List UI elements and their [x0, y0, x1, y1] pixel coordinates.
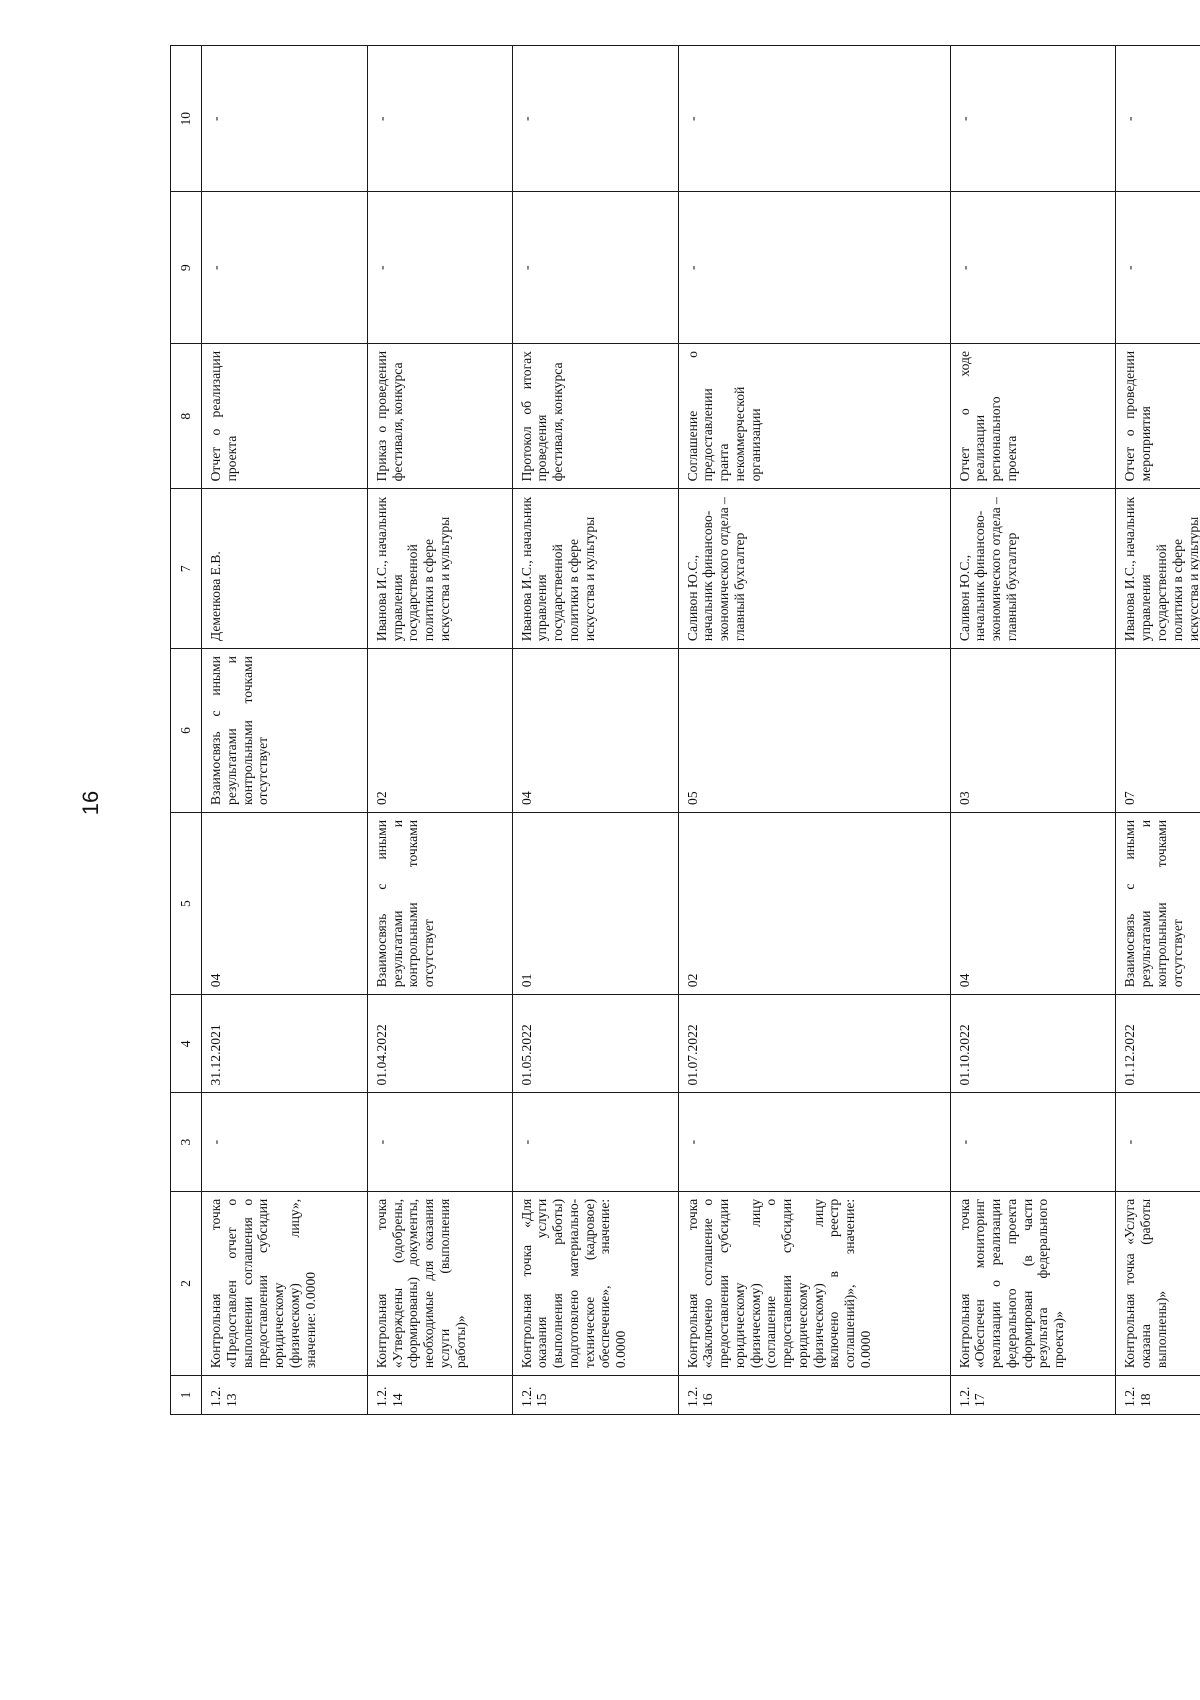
col5-cell: 04	[950, 812, 1116, 994]
col5-cell: 01	[512, 812, 678, 994]
row-number-cell: 1.2.16	[678, 1376, 950, 1415]
table-row	[678, 46, 950, 1415]
col9-cell: -	[950, 192, 1116, 344]
row-number-cell: 1.2.17	[950, 1376, 1116, 1415]
header-cell: 10	[171, 46, 202, 192]
control-point-cell: Контрольная точка «Предоставлен отчет о выполнении соглашения о предоставлении субсидии юридическому (физическому) лицу», значение: 0.0000	[202, 1191, 368, 1375]
header-cell: 9	[171, 192, 202, 344]
control-point-cell: Контрольная точка «Заключено соглашение о предоставлении субсидии юридическому (физическому) лицу (соглашение о предоставлении субсидии юридическому (физическому) лицу включено в реестр соглашений)», значение: 0.0000	[678, 1191, 950, 1375]
col3-cell: -	[950, 1093, 1116, 1191]
table-frame	[170, 45, 1200, 1415]
document-cell: Соглашение о предоставлении гранта некоммерческой организации	[678, 344, 950, 489]
table-row	[950, 46, 1116, 1415]
col5-cell: Взаимосвязь с иными результатами и контрольными точками отсутствует	[1116, 812, 1200, 994]
responsible-cell: Деменкова Е.В.	[202, 489, 368, 649]
col10-cell: -	[512, 46, 678, 192]
header-cell: 8	[171, 344, 202, 489]
date-cell: 01.05.2022	[512, 995, 678, 1093]
header-cell: 7	[171, 489, 202, 649]
table-row	[512, 46, 678, 1415]
responsible-cell: Саливон Ю.С., начальник финансово-экономического отдела – главный бухгалтер	[678, 489, 950, 649]
col10-cell: -	[1116, 46, 1200, 192]
control-points-table	[170, 45, 1200, 1415]
document-cell: Протокол об итогах проведения фестиваля, конкурса	[512, 344, 678, 489]
col3-cell: -	[678, 1093, 950, 1191]
col6-cell: 07	[1116, 649, 1200, 813]
header-row	[171, 46, 202, 1415]
col9-cell: -	[202, 192, 368, 344]
col6-cell: 04	[512, 649, 678, 813]
header-cell: 5	[171, 812, 202, 994]
date-cell: 01.10.2022	[950, 995, 1116, 1093]
col9-cell: -	[678, 192, 950, 344]
row-number-cell: 1.2.13	[202, 1376, 368, 1415]
table-row	[1116, 46, 1200, 1415]
col6-cell: 05	[678, 649, 950, 813]
date-cell: 01.04.2022	[367, 995, 512, 1093]
col10-cell: -	[950, 46, 1116, 192]
col3-cell: -	[1116, 1093, 1200, 1191]
col10-cell: -	[678, 46, 950, 192]
responsible-cell: Иванова И.С., начальник управления государственной политики в сфере искусства и культуры	[512, 489, 678, 649]
rotated-table-wrapper	[170, 45, 1200, 1415]
col3-cell: -	[512, 1093, 678, 1191]
col5-cell: 04	[202, 812, 368, 994]
responsible-cell: Иванова И.С., начальник управления государственной политики в сфере искусства и культуры	[367, 489, 512, 649]
col3-cell: -	[367, 1093, 512, 1191]
control-point-cell: Контрольная точка «Утверждены (одобрены, сформированы) документы, необходимые для оказания услуги (выполнения работы)»	[367, 1191, 512, 1375]
col6-cell: 03	[950, 649, 1116, 813]
page-number-text: 16	[77, 790, 103, 816]
date-cell: 01.07.2022	[678, 995, 950, 1093]
row-number-cell: 1.2.15	[512, 1376, 678, 1415]
control-point-cell: Контрольная точка «Услуга оказана (работы выполнены)»	[1116, 1191, 1200, 1375]
col10-cell: -	[202, 46, 368, 192]
control-point-cell: Контрольная точка «Для оказания услуги (выполнения работы) подготовлено материально-техническое (кадровое) обеспечение», значение: 0.0000	[512, 1191, 678, 1375]
row-number-cell: 1.2.14	[367, 1376, 512, 1415]
document-cell: Отчет о реализации проекта	[202, 344, 368, 489]
page-number	[78, 783, 104, 823]
col10-cell: -	[367, 46, 512, 192]
header-cell: 1	[171, 1376, 202, 1415]
header-cell: 2	[171, 1191, 202, 1375]
document-cell: Приказ о проведении фестиваля, конкурса	[367, 344, 512, 489]
col3-cell: -	[202, 1093, 368, 1191]
col9-cell: -	[1116, 192, 1200, 344]
col5-cell: 02	[678, 812, 950, 994]
row-number-cell: 1.2.18	[1116, 1376, 1200, 1415]
table-row	[202, 46, 368, 1415]
col9-cell: -	[512, 192, 678, 344]
document-cell: Отчет о ходе реализации регионального проекта	[950, 344, 1116, 489]
col9-cell: -	[367, 192, 512, 344]
col6-cell: 02	[367, 649, 512, 813]
control-point-cell: Контрольная точка «Обеспечен мониторинг реализации о реализации федерального проекта сформирован (в части результата федерального проекта)»	[950, 1191, 1116, 1375]
header-cell: 3	[171, 1093, 202, 1191]
header-cell: 4	[171, 995, 202, 1093]
header-cell: 6	[171, 649, 202, 813]
table-row	[367, 46, 512, 1415]
date-cell: 31.12.2021	[202, 995, 368, 1093]
date-cell: 01.12.2022	[1116, 995, 1200, 1093]
col5-cell: Взаимосвязь с иными результатами и контрольными точками отсутствует	[367, 812, 512, 994]
responsible-cell: Саливон Ю.С., начальник финансово-экономического отдела – главный бухгалтер	[950, 489, 1116, 649]
document-cell: Отчет о проведении мероприятия	[1116, 344, 1200, 489]
responsible-cell: Иванова И.С., начальник управления государственной политики в сфере искусства и культуры	[1116, 489, 1200, 649]
col6-cell: Взаимосвязь с иными результатами и контрольными точками отсутствует	[202, 649, 368, 813]
